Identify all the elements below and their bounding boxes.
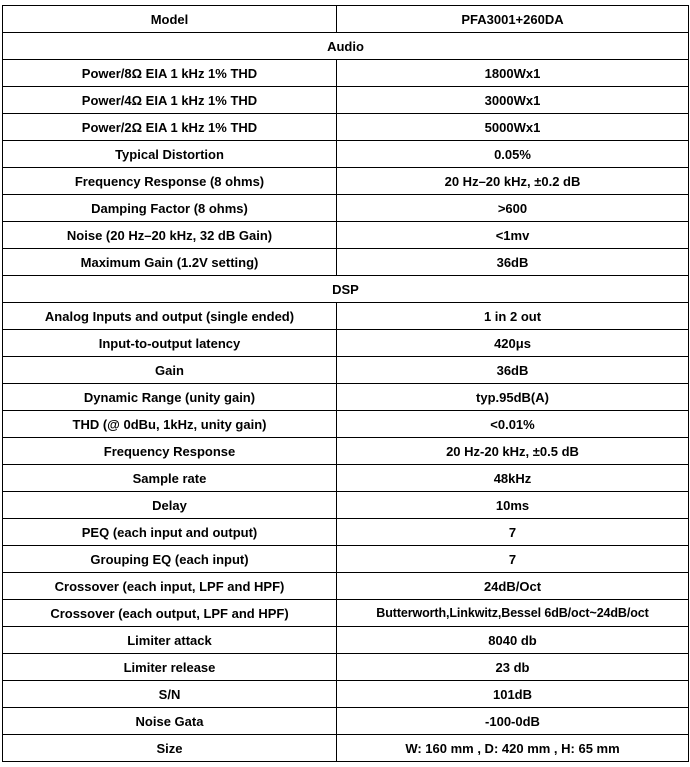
spec-label: Delay	[3, 492, 337, 519]
table-row	[3, 114, 689, 141]
table-row	[3, 87, 689, 114]
spec-label: Power/4Ω EIA 1 kHz 1% THD	[3, 87, 337, 114]
table-row	[3, 222, 689, 249]
spec-value: 7	[337, 519, 689, 546]
spec-label: Power/8Ω EIA 1 kHz 1% THD	[3, 60, 337, 87]
spec-value: 3000Wx1	[337, 87, 689, 114]
spec-value: 1 in 2 out	[337, 303, 689, 330]
table-row	[3, 735, 689, 762]
table-row	[3, 195, 689, 222]
spec-value: 36dB	[337, 249, 689, 276]
table-row	[3, 654, 689, 681]
spec-value: typ.95dB(A)	[337, 384, 689, 411]
table-row	[3, 681, 689, 708]
spec-value: 20 Hz-20 kHz, ±0.5 dB	[337, 438, 689, 465]
spec-label: THD (@ 0dBu, 1kHz, unity gain)	[3, 411, 337, 438]
spec-value: 5000Wx1	[337, 114, 689, 141]
spec-label: Grouping EQ (each input)	[3, 546, 337, 573]
spec-value: 20 Hz–20 kHz, ±0.2 dB	[337, 168, 689, 195]
spec-value: 420μs	[337, 330, 689, 357]
table-row	[3, 465, 689, 492]
spec-label: Power/2Ω EIA 1 kHz 1% THD	[3, 114, 337, 141]
spec-value: 0.05%	[337, 141, 689, 168]
spec-value: 10ms	[337, 492, 689, 519]
spec-value: 8040 db	[337, 627, 689, 654]
spec-label: Analog Inputs and output (single ended)	[3, 303, 337, 330]
spec-label: Crossover (each output, LPF and HPF)	[3, 600, 337, 627]
spec-value: 48kHz	[337, 465, 689, 492]
spec-value: W: 160 mm , D: 420 mm , H: 65 mm	[337, 735, 689, 762]
table-row	[3, 384, 689, 411]
table-row	[3, 411, 689, 438]
spec-table	[2, 5, 689, 762]
spec-label: S/N	[3, 681, 337, 708]
spec-value: 1800Wx1	[337, 60, 689, 87]
spec-value: -100-0dB	[337, 708, 689, 735]
spec-value: 101dB	[337, 681, 689, 708]
spec-label: Gain	[3, 357, 337, 384]
spec-value: <1mv	[337, 222, 689, 249]
spec-value: 23 db	[337, 654, 689, 681]
table-row	[3, 141, 689, 168]
section-title: DSP	[3, 276, 689, 303]
table-row	[3, 249, 689, 276]
table-row	[3, 573, 689, 600]
spec-label: Dynamic Range (unity gain)	[3, 384, 337, 411]
spec-label: Damping Factor (8 ohms)	[3, 195, 337, 222]
spec-value: >600	[337, 195, 689, 222]
spec-label: Input-to-output latency	[3, 330, 337, 357]
spec-label: Typical Distortion	[3, 141, 337, 168]
spec-value: <0.01%	[337, 411, 689, 438]
table-row	[3, 303, 689, 330]
model-value: PFA3001+260DA	[337, 6, 689, 33]
table-row	[3, 519, 689, 546]
spec-label: PEQ (each input and output)	[3, 519, 337, 546]
spec-label: Noise (20 Hz–20 kHz, 32 dB Gain)	[3, 222, 337, 249]
table-row	[3, 492, 689, 519]
spec-label: Frequency Response (8 ohms)	[3, 168, 337, 195]
table-row	[3, 438, 689, 465]
table-row	[3, 357, 689, 384]
spec-label: Crossover (each input, LPF and HPF)	[3, 573, 337, 600]
section-title: Audio	[3, 33, 689, 60]
table-row	[3, 627, 689, 654]
table-header-row	[3, 6, 689, 33]
section-row-audio	[3, 33, 689, 60]
spec-value: 7	[337, 546, 689, 573]
table-row	[3, 708, 689, 735]
spec-label: Size	[3, 735, 337, 762]
table-row	[3, 60, 689, 87]
spec-value: 36dB	[337, 357, 689, 384]
spec-label: Frequency Response	[3, 438, 337, 465]
spec-table-body	[3, 6, 689, 762]
table-row	[3, 600, 689, 627]
spec-label: Noise Gata	[3, 708, 337, 735]
table-row	[3, 330, 689, 357]
spec-label: Limiter release	[3, 654, 337, 681]
spec-label: Limiter attack	[3, 627, 337, 654]
table-row	[3, 546, 689, 573]
spec-value: Butterworth,Linkwitz,Bessel 6dB/oct~24dB/oct	[337, 600, 689, 627]
spec-label: Sample rate	[3, 465, 337, 492]
section-row-dsp	[3, 276, 689, 303]
spec-label: Maximum Gain (1.2V setting)	[3, 249, 337, 276]
spec-value: 24dB/Oct	[337, 573, 689, 600]
model-label: Model	[3, 6, 337, 33]
table-row	[3, 168, 689, 195]
